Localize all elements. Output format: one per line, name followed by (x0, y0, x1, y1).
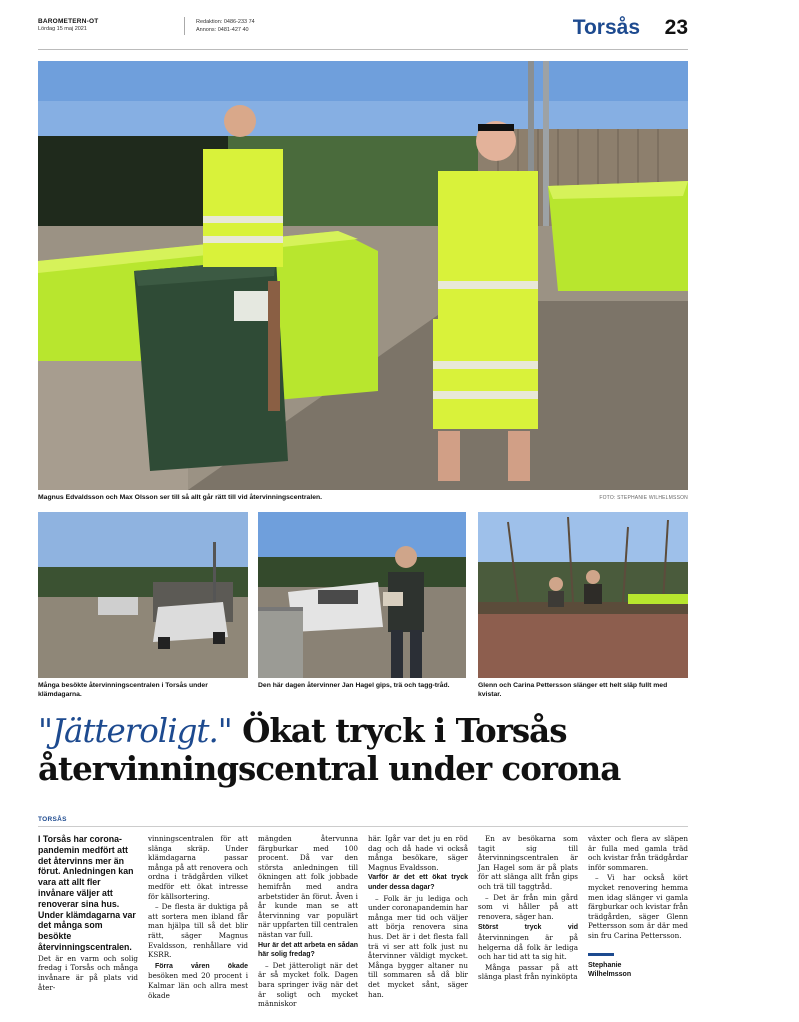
photo-caption-2: Den här dagen återvinner Jan Hagel gips, trä och tagg-tråd. (258, 682, 450, 689)
paragraph: – Det är från min gård som vi håller på att renovera, säger han. (478, 892, 578, 921)
headline (38, 712, 688, 788)
paragraph: – Folk är ju lediga och under coronapandemin har många mer tid och väljer att börja renovera sina hus. Det är i det flesta fall trä vi ser att folk just nu återvinner väldigt mycket. Många bygger altaner nu till sommaren så då blir det mycket sånt, säger han. (368, 893, 468, 999)
paragraph: Förra våren ökade besöken med 20 procent i Kalmar län och allra mest ökade (148, 962, 248, 1000)
paragraph: Det är en varm och solig fredag i Torsås och många invånare är på plats vid åter- (38, 953, 138, 992)
subhead: Varför är det ett ökat tryck under dessa dagar? (368, 874, 468, 891)
paragraph: – De flesta är duktiga på att sortera men ibland får man hjälpa till så det blir rätt, säger Magnus Evaldsson, renhållare vid KSRR. (148, 902, 248, 960)
paragraph: här. Igår var det ju en röd dag och då hade vi också många besökare, säger Magnus Evaldsson. (368, 834, 468, 872)
header-divider (184, 17, 185, 35)
header-contact (196, 18, 255, 34)
contact-ads: Annons: 0481-427 40 (196, 27, 249, 33)
photo-credit: FOTO: STEPHANIE WILHELMSSON (599, 495, 688, 501)
main-photo (38, 61, 688, 490)
page-header (38, 16, 688, 48)
contact-editorial: Redaktion: 0486-233 74 (196, 19, 255, 25)
main-photo-caption: Magnus Edvaldsson och Max Olsson ser till så allt går rätt till vid återvinningscentralen. (38, 494, 323, 501)
byline: Stephanie Wilhelmsson (588, 961, 632, 978)
paragraph: vinningscentralen för att slänga skräp. Under klämdagarna passar många på att renovera och ordna i trädgården vilket medför ett ökat intresse för källsortering. (148, 834, 248, 901)
subhead: Hur är det att arbeta en sådan här solig fredag? (258, 941, 358, 959)
paragraph: – Det jätteroligt när det är så mycket folk. Dagen bara springer iväg när det är soligt och mycket människor (258, 960, 358, 1009)
photo-pettersson (478, 512, 688, 678)
headline-line1: Ökat tryck i Torsås (242, 711, 567, 750)
issue-date: Lördag 15 maj 2021 (38, 26, 87, 32)
article-column-6 (588, 834, 688, 979)
newspaper-name: BAROMETERN-OT (38, 18, 99, 25)
dateline-rule (38, 826, 688, 827)
subhead: Förra våren ökade (155, 962, 248, 970)
dateline: TORSÅS (38, 816, 67, 823)
header-rule (38, 49, 688, 50)
paragraph: En av besökarna som tagit sig till återvinningscentralen är Jan Hagel som är på plats för att slänga allt från gips och trä till taggtråd. (478, 834, 578, 891)
headline-line2: återvinningscentral under corona (38, 749, 621, 788)
photo-caption-1: Många besökte återvinningscentralen i Torsås under klämdagarna. (38, 682, 208, 698)
paragraph: växter och flera av släpen är fulla med gamla träd och kvistar från trädgårdar inför sommaren. (588, 834, 688, 872)
photo-recycling-central (38, 512, 248, 678)
paragraph: mängden återvunna färgburkar med 100 procent. Då var den största anledningen till ökningen att folk jobbade hemifrån med andra arbetstider än förut. Även i år kunde man se att återvinning var populärt när uppfarten till centralen nästan var full. (258, 834, 358, 939)
page-number: 23 (664, 16, 688, 39)
article-column-1 (38, 834, 138, 993)
subhead: Störst tryck vid (478, 924, 578, 932)
paragraph: Störst tryck vid återvinningen är på helgerna då folk är lediga och har tid att ta sig hit. (478, 924, 578, 962)
paragraph: Många passar på att slänga plast från nyinköpta (478, 962, 578, 982)
section-name: Torsås (572, 16, 640, 39)
article-column-4 (368, 834, 468, 1000)
photo-jan-hagel (258, 512, 466, 678)
article-column-3 (258, 834, 358, 1010)
headline-quote: "Jätteroligt." (38, 712, 232, 750)
article-lead: I Torsås har corona-pandemin medfört att det återvinns mer än förut. Anledningen kan vara att allt fler invånare väljer att renoverar sina hus. Under klämdagarna var det många som besökte återvinningscentralen. (38, 834, 136, 952)
photo-caption-3: Glenn och Carina Pettersson slänger ett helt släp fullt med kvistar. (478, 682, 668, 698)
article-column-2 (148, 834, 248, 1001)
byline-bar (588, 953, 614, 956)
paragraph: – Vi har också kört mycket renovering hemma men idag slänger vi gamla färgburkar och kvistar från trädgården, säger Glenn Pettersson som är där med sin fru Carina Pettersson. (588, 873, 688, 940)
article-column-5 (478, 834, 578, 983)
